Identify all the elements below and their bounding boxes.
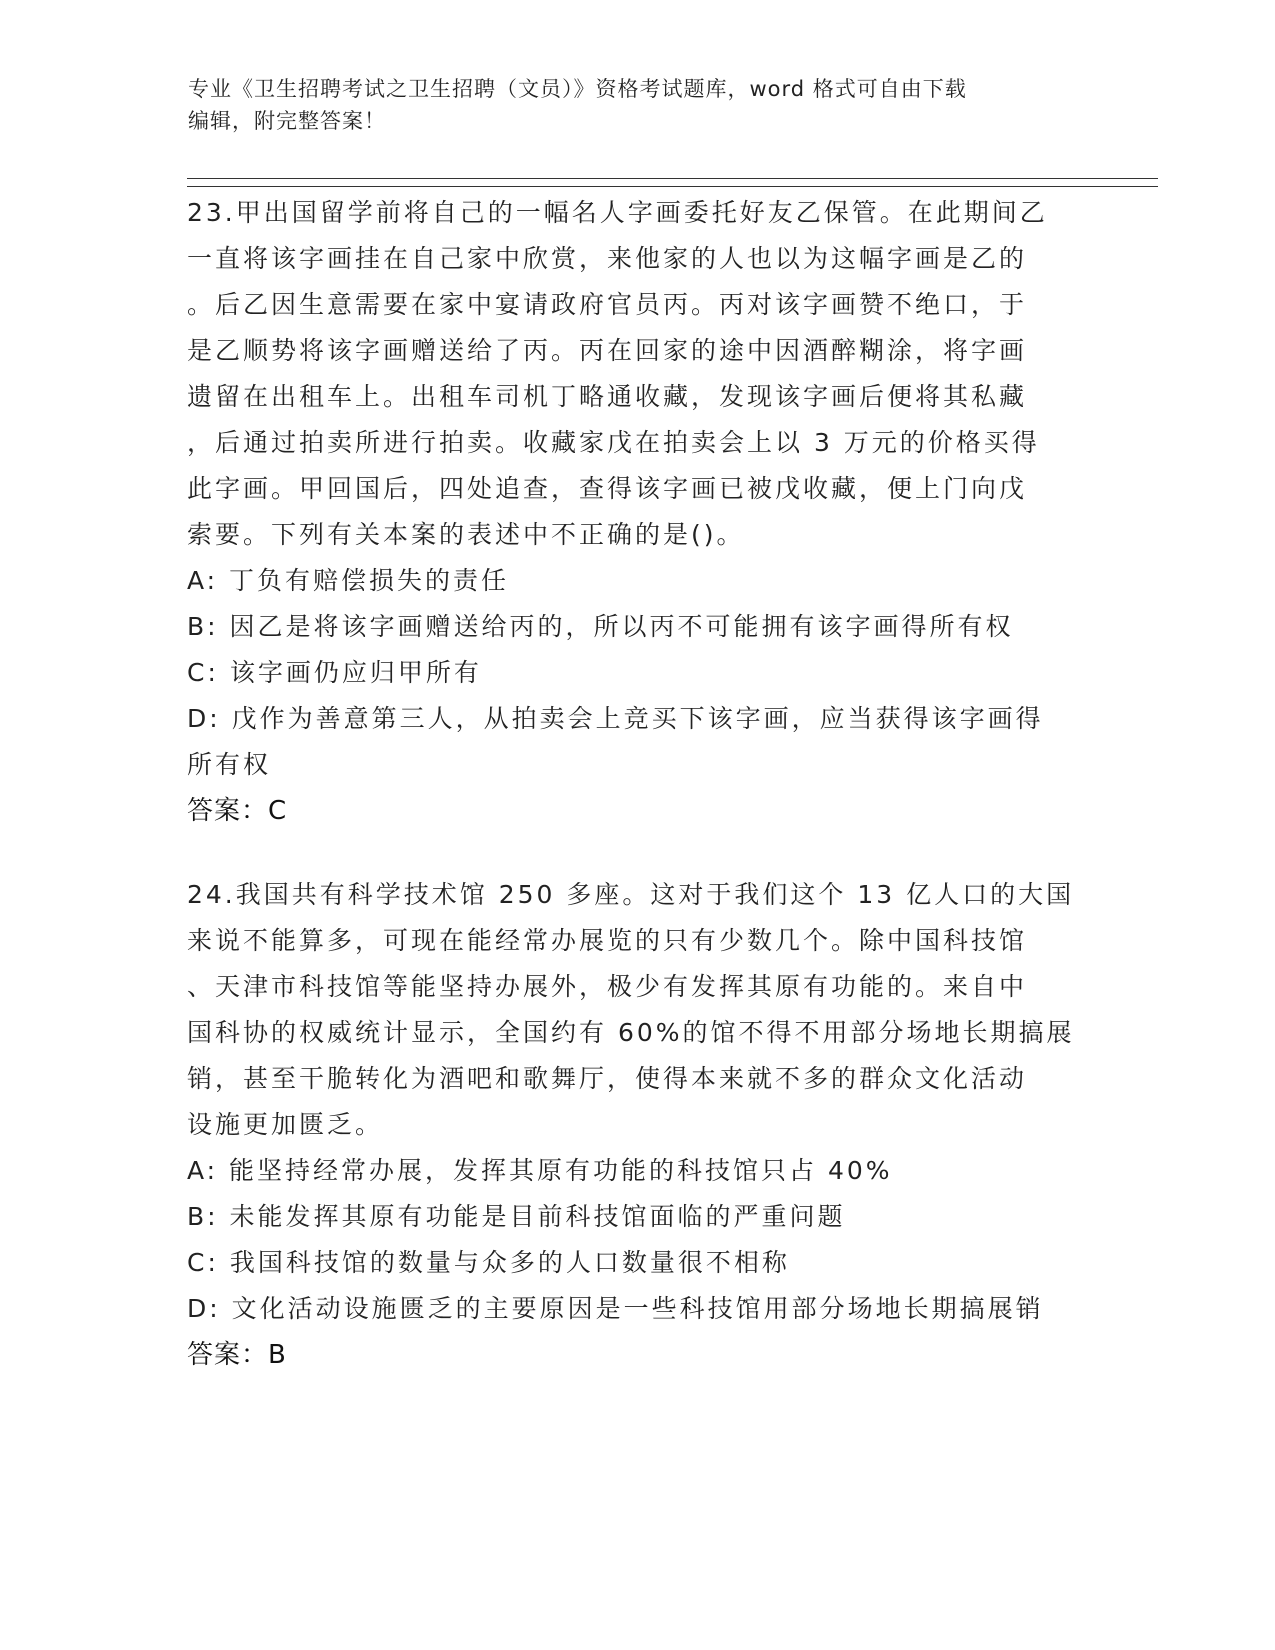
question-stem-line: 索要。下列有关本案的表述中不正确的是()。: [187, 520, 745, 549]
option-c: C: 我国科技馆的数量与众多的人口数量很不相称: [187, 1248, 790, 1277]
option-d: D: 戊作为善意第三人，从拍卖会上竞买下该字画，应当获得该字画得: [187, 704, 1044, 733]
question-stem-line: 、天津市科技馆等能坚持办展外，极少有发挥其原有功能的。来自中: [187, 972, 1028, 1001]
question-stem-line: 一直将该字画挂在自己家中欣赏，来他家的人也以为这幅字画是乙的: [187, 244, 1028, 273]
question-stem-line: 来说不能算多，可现在能经常办展览的只有少数几个。除中国科技馆: [187, 926, 1028, 955]
question-stem-line: 国科协的权威统计显示，全国约有 60%的馆不得不用部分场地长期搞展: [187, 1018, 1075, 1047]
header-line-2: 编辑，附完整答案！: [188, 109, 386, 133]
header-line-1: 专业《卫生招聘考试之卫生招聘（文员）》资格考试题库，word 格式可自由下载: [188, 77, 967, 101]
question-stem-line: 是乙顺势将该字画赠送给了丙。丙在回家的途中因酒醉糊涂，将字画: [187, 336, 1028, 365]
option-a: A: 能坚持经常办展，发挥其原有功能的科技馆只占 40%: [187, 1156, 893, 1185]
question-stem-line: 遗留在出租车上。出租车司机丁略通收藏，发现该字画后便将其私藏: [187, 382, 1028, 411]
question-stem-line: ，后通过拍卖所进行拍卖。收藏家戊在拍卖会上以 3 万元的价格买得: [187, 428, 1040, 457]
question-stem-line: 销，甚至干脆转化为酒吧和歌舞厅，使得本来就不多的群众文化活动: [187, 1064, 1028, 1093]
option-a: A: 丁负有赔偿损失的责任: [187, 566, 510, 595]
question-stem-line: 23.甲出国留学前将自己的一幅名人字画委托好友乙保管。在此期间乙: [187, 198, 1048, 227]
header-divider: [187, 178, 1158, 187]
document-header: [188, 73, 1088, 137]
question-stem-line: 设施更加匮乏。: [187, 1110, 384, 1139]
option-b: B: 因乙是将该字画赠送给丙的，所以丙不可能拥有该字画得所有权: [187, 612, 1014, 641]
question-stem-line: 。后乙因生意需要在家中宴请政府官员丙。丙对该字画赞不绝口，于: [187, 290, 1028, 319]
answer-label: 答案：C: [187, 796, 288, 826]
question-23: [187, 190, 1087, 834]
option-d-continued: 所有权: [187, 750, 272, 779]
question-24: [187, 872, 1087, 1378]
option-d: D: 文化活动设施匮乏的主要原因是一些科技馆用部分场地长期搞展销: [187, 1294, 1044, 1323]
answer-label: 答案：B: [187, 1340, 287, 1370]
question-stem-line: 此字画。甲回国后，四处追查，查得该字画已被戊收藏，便上门向戊: [187, 474, 1028, 503]
option-b: B: 未能发挥其原有功能是目前科技馆面临的严重问题: [187, 1202, 846, 1231]
option-c: C: 该字画仍应归甲所有: [187, 658, 482, 687]
question-stem-line: 24.我国共有科学技术馆 250 多座。这对于我们这个 13 亿人口的大国: [187, 880, 1075, 909]
